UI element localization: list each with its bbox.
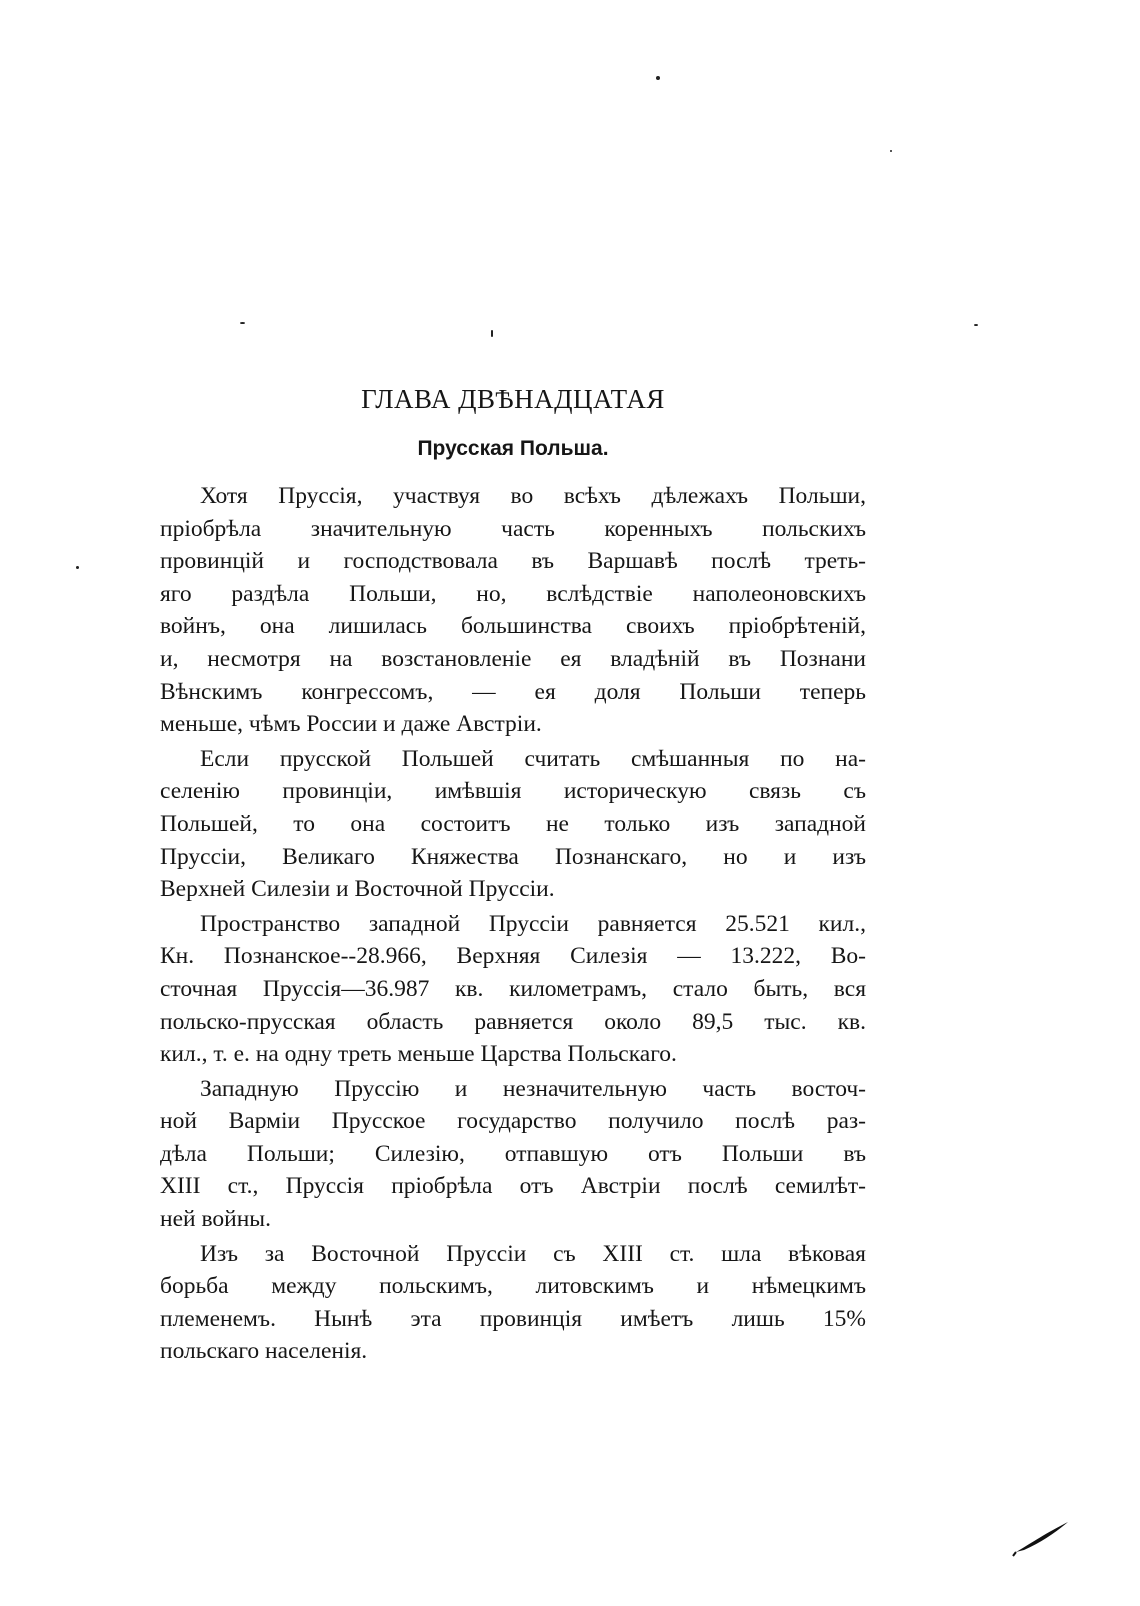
text-line: борьба между польскимъ, литовскимъ и нѣмецкимъ: [160, 1273, 866, 1300]
text-line: Вѣнскимъ конгрессомъ, — ея доля Польши теперь: [160, 678, 866, 705]
text-line: войнъ, она лишилась большинства своихъ пріобрѣтеній,: [160, 613, 866, 640]
text-line: ной Варміи Прусское государство получило послѣ раз-: [160, 1108, 866, 1135]
paragraph: [160, 908, 866, 1071]
ink-quill-icon: [1012, 1518, 1072, 1558]
section-subtitle: Прусская Польша.: [417, 437, 609, 460]
text-line: польско-прусская область равняется около 89,5 тыс. кв.: [160, 1008, 866, 1035]
text-line: Пространство западной Пруссіи равняется 25.521 кил.,: [200, 910, 866, 937]
print-speck: [974, 324, 978, 326]
text-line: польскаго населенія.: [160, 1338, 368, 1365]
text-line: яго раздѣла Польши, но, вслѣдствіе наполеоновскихъ: [160, 580, 866, 607]
text-line: ней войны.: [160, 1206, 271, 1233]
paragraph: [160, 1238, 866, 1368]
text-line: Польшей, то она состоитъ не только изъ западной: [160, 810, 866, 837]
text-line: дѣла Польши; Силезію, отпавшую отъ Польши въ: [160, 1140, 866, 1167]
text-line: Верхней Силезіи и Восточной Пруссіи.: [160, 876, 555, 903]
text-line: и, несмотря на возстановленіе ея владѣній въ Познани: [160, 645, 866, 672]
paragraph: [160, 1073, 866, 1236]
text-line: селенію провинціи, имѣвшія историческую связь съ: [160, 778, 866, 805]
text-line: XIII ст., Пруссія пріобрѣла отъ Австріи послѣ семилѣт-: [160, 1173, 866, 1200]
print-speck: [76, 566, 79, 569]
text-line: пріобрѣла значительную часть коренныхъ польскихъ: [160, 515, 866, 542]
print-speck: [890, 150, 892, 152]
text-line: племенемъ. Нынѣ эта провинція имѣетъ лишь 15%: [160, 1305, 866, 1332]
text-line: Изъ за Восточной Пруссіи съ XIII ст. шла вѣковая: [200, 1240, 866, 1267]
body-text: [160, 480, 866, 1370]
text-line: Западную Пруссію и незначительную часть восточ-: [200, 1075, 866, 1102]
text-line: меньше, чѣмъ России и даже Австріи.: [160, 711, 542, 738]
paragraph: [160, 480, 866, 741]
chapter-title: ГЛАВА ДВѢНАДЦАТАЯ: [361, 384, 665, 414]
print-speck: [491, 330, 493, 337]
text-line: Пруссіи, Великаго Княжества Познанскаго, но и изъ: [160, 843, 866, 870]
text-line: кил., т. е. на одну треть меньше Царства Польскаго.: [160, 1041, 677, 1068]
text-line: сточная Пруссія—36.987 кв. километрамъ, стало быть, вся: [160, 975, 866, 1002]
paragraph: [160, 743, 866, 906]
text-line: Кн. Познанское--28.966, Верхняя Силезія — 13.222, Во-: [160, 943, 866, 970]
print-speck: [656, 76, 660, 80]
text-line: Хотя Пруссія, участвуя во всѣхъ дѣлежахъ Польши,: [200, 483, 866, 509]
text-line: провинцій и господствовала въ Варшавѣ послѣ треть-: [160, 548, 866, 575]
print-speck: [240, 322, 245, 324]
text-line: Если прусской Польшей считать смѣшанныя по на-: [200, 745, 866, 772]
